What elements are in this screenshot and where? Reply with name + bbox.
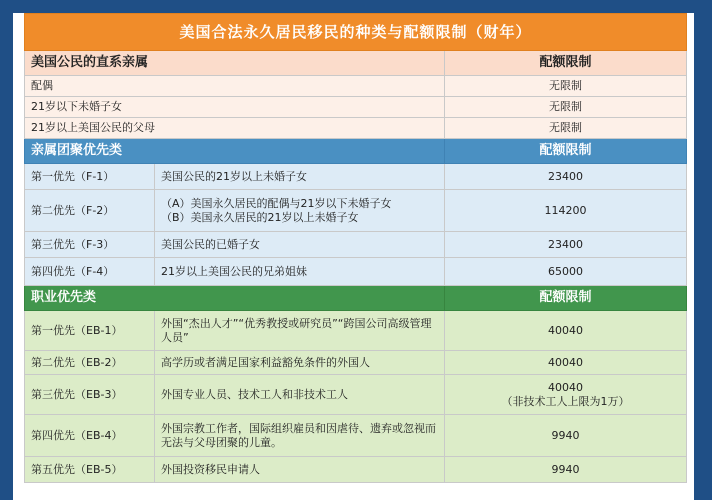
- table-row: [25, 375, 687, 415]
- table-row: [25, 97, 687, 118]
- table-row: [25, 351, 687, 375]
- row-quota: 无限制: [445, 97, 687, 118]
- section-title: 职业优先类: [25, 286, 445, 311]
- row-category: 第三优先（F-3）: [25, 232, 155, 258]
- row-category: 第一优先（EB-1）: [25, 311, 155, 351]
- row-description-line: （B）美国永久居民的21岁以上未婚子女: [161, 210, 359, 224]
- section-header-family: [25, 139, 687, 164]
- row-label: 21岁以上美国公民的父母: [25, 118, 445, 139]
- row-description: 外国宗教工作者，国际组织雇员和因虐待、遗弃或忽视而无法与父母团聚的儿童。: [155, 415, 445, 457]
- quota-header: 配额限制: [445, 51, 687, 76]
- row-category: 第四优先（F-4）: [25, 258, 155, 286]
- section-title: 美国公民的直系亲属: [25, 51, 445, 76]
- row-description: 高学历或者满足国家利益豁免条件的外国人: [155, 351, 445, 375]
- row-description: 外国专业人员、技术工人和非技术工人: [155, 375, 445, 415]
- row-category: 第三优先（EB-3）: [25, 375, 155, 415]
- table-frame: [13, 13, 694, 500]
- quota-header: 配额限制: [445, 139, 687, 164]
- section-header-immediate: [25, 51, 687, 76]
- row-description: [155, 190, 445, 232]
- row-quota: 40040: [445, 351, 687, 375]
- row-quota: 40040: [445, 311, 687, 351]
- title-row: [25, 14, 687, 51]
- table-row: [25, 457, 687, 483]
- table-row: [25, 232, 687, 258]
- row-category: 第二优先（F-2）: [25, 190, 155, 232]
- row-quota: [445, 375, 687, 415]
- row-description: 美国公民的已婚子女: [155, 232, 445, 258]
- section-header-employment: [25, 286, 687, 311]
- quota-header: 配额限制: [445, 286, 687, 311]
- row-description: 美国公民的21岁以上未婚子女: [155, 164, 445, 190]
- row-category: 第四优先（EB-4）: [25, 415, 155, 457]
- table-row: [25, 258, 687, 286]
- row-category: 第五优先（EB-5）: [25, 457, 155, 483]
- row-quota: 65000: [445, 258, 687, 286]
- row-quota: 无限制: [445, 76, 687, 97]
- quota-value: 40040: [548, 380, 583, 394]
- row-label: 配偶: [25, 76, 445, 97]
- row-quota: 无限制: [445, 118, 687, 139]
- row-quota: 9940: [445, 415, 687, 457]
- row-quota: 23400: [445, 232, 687, 258]
- row-quota: 114200: [445, 190, 687, 232]
- quota-note: （非技术工人上限为1万）: [501, 394, 630, 408]
- row-quota: 9940: [445, 457, 687, 483]
- row-label: 21岁以下未婚子女: [25, 97, 445, 118]
- row-description: 外国投资移民申请人: [155, 457, 445, 483]
- section-title: 亲属团聚优先类: [25, 139, 445, 164]
- table-row: [25, 118, 687, 139]
- page-title: 美国合法永久居民移民的种类与配额限制（财年）: [25, 14, 687, 51]
- table-row: [25, 415, 687, 457]
- row-description: 外国“杰出人才”“优秀教授或研究员”“跨国公司高级管理人员”: [155, 311, 445, 351]
- table-row: [25, 76, 687, 97]
- table-row: [25, 190, 687, 232]
- row-category: 第二优先（EB-2）: [25, 351, 155, 375]
- row-category: 第一优先（F-1）: [25, 164, 155, 190]
- row-description-line: （A）美国永久居民的配偶与21岁以下未婚子女: [161, 196, 392, 210]
- quota-table: [24, 13, 687, 483]
- row-description: 21岁以上美国公民的兄弟姐妹: [155, 258, 445, 286]
- row-quota: 23400: [445, 164, 687, 190]
- table-row: [25, 164, 687, 190]
- table-row: [25, 311, 687, 351]
